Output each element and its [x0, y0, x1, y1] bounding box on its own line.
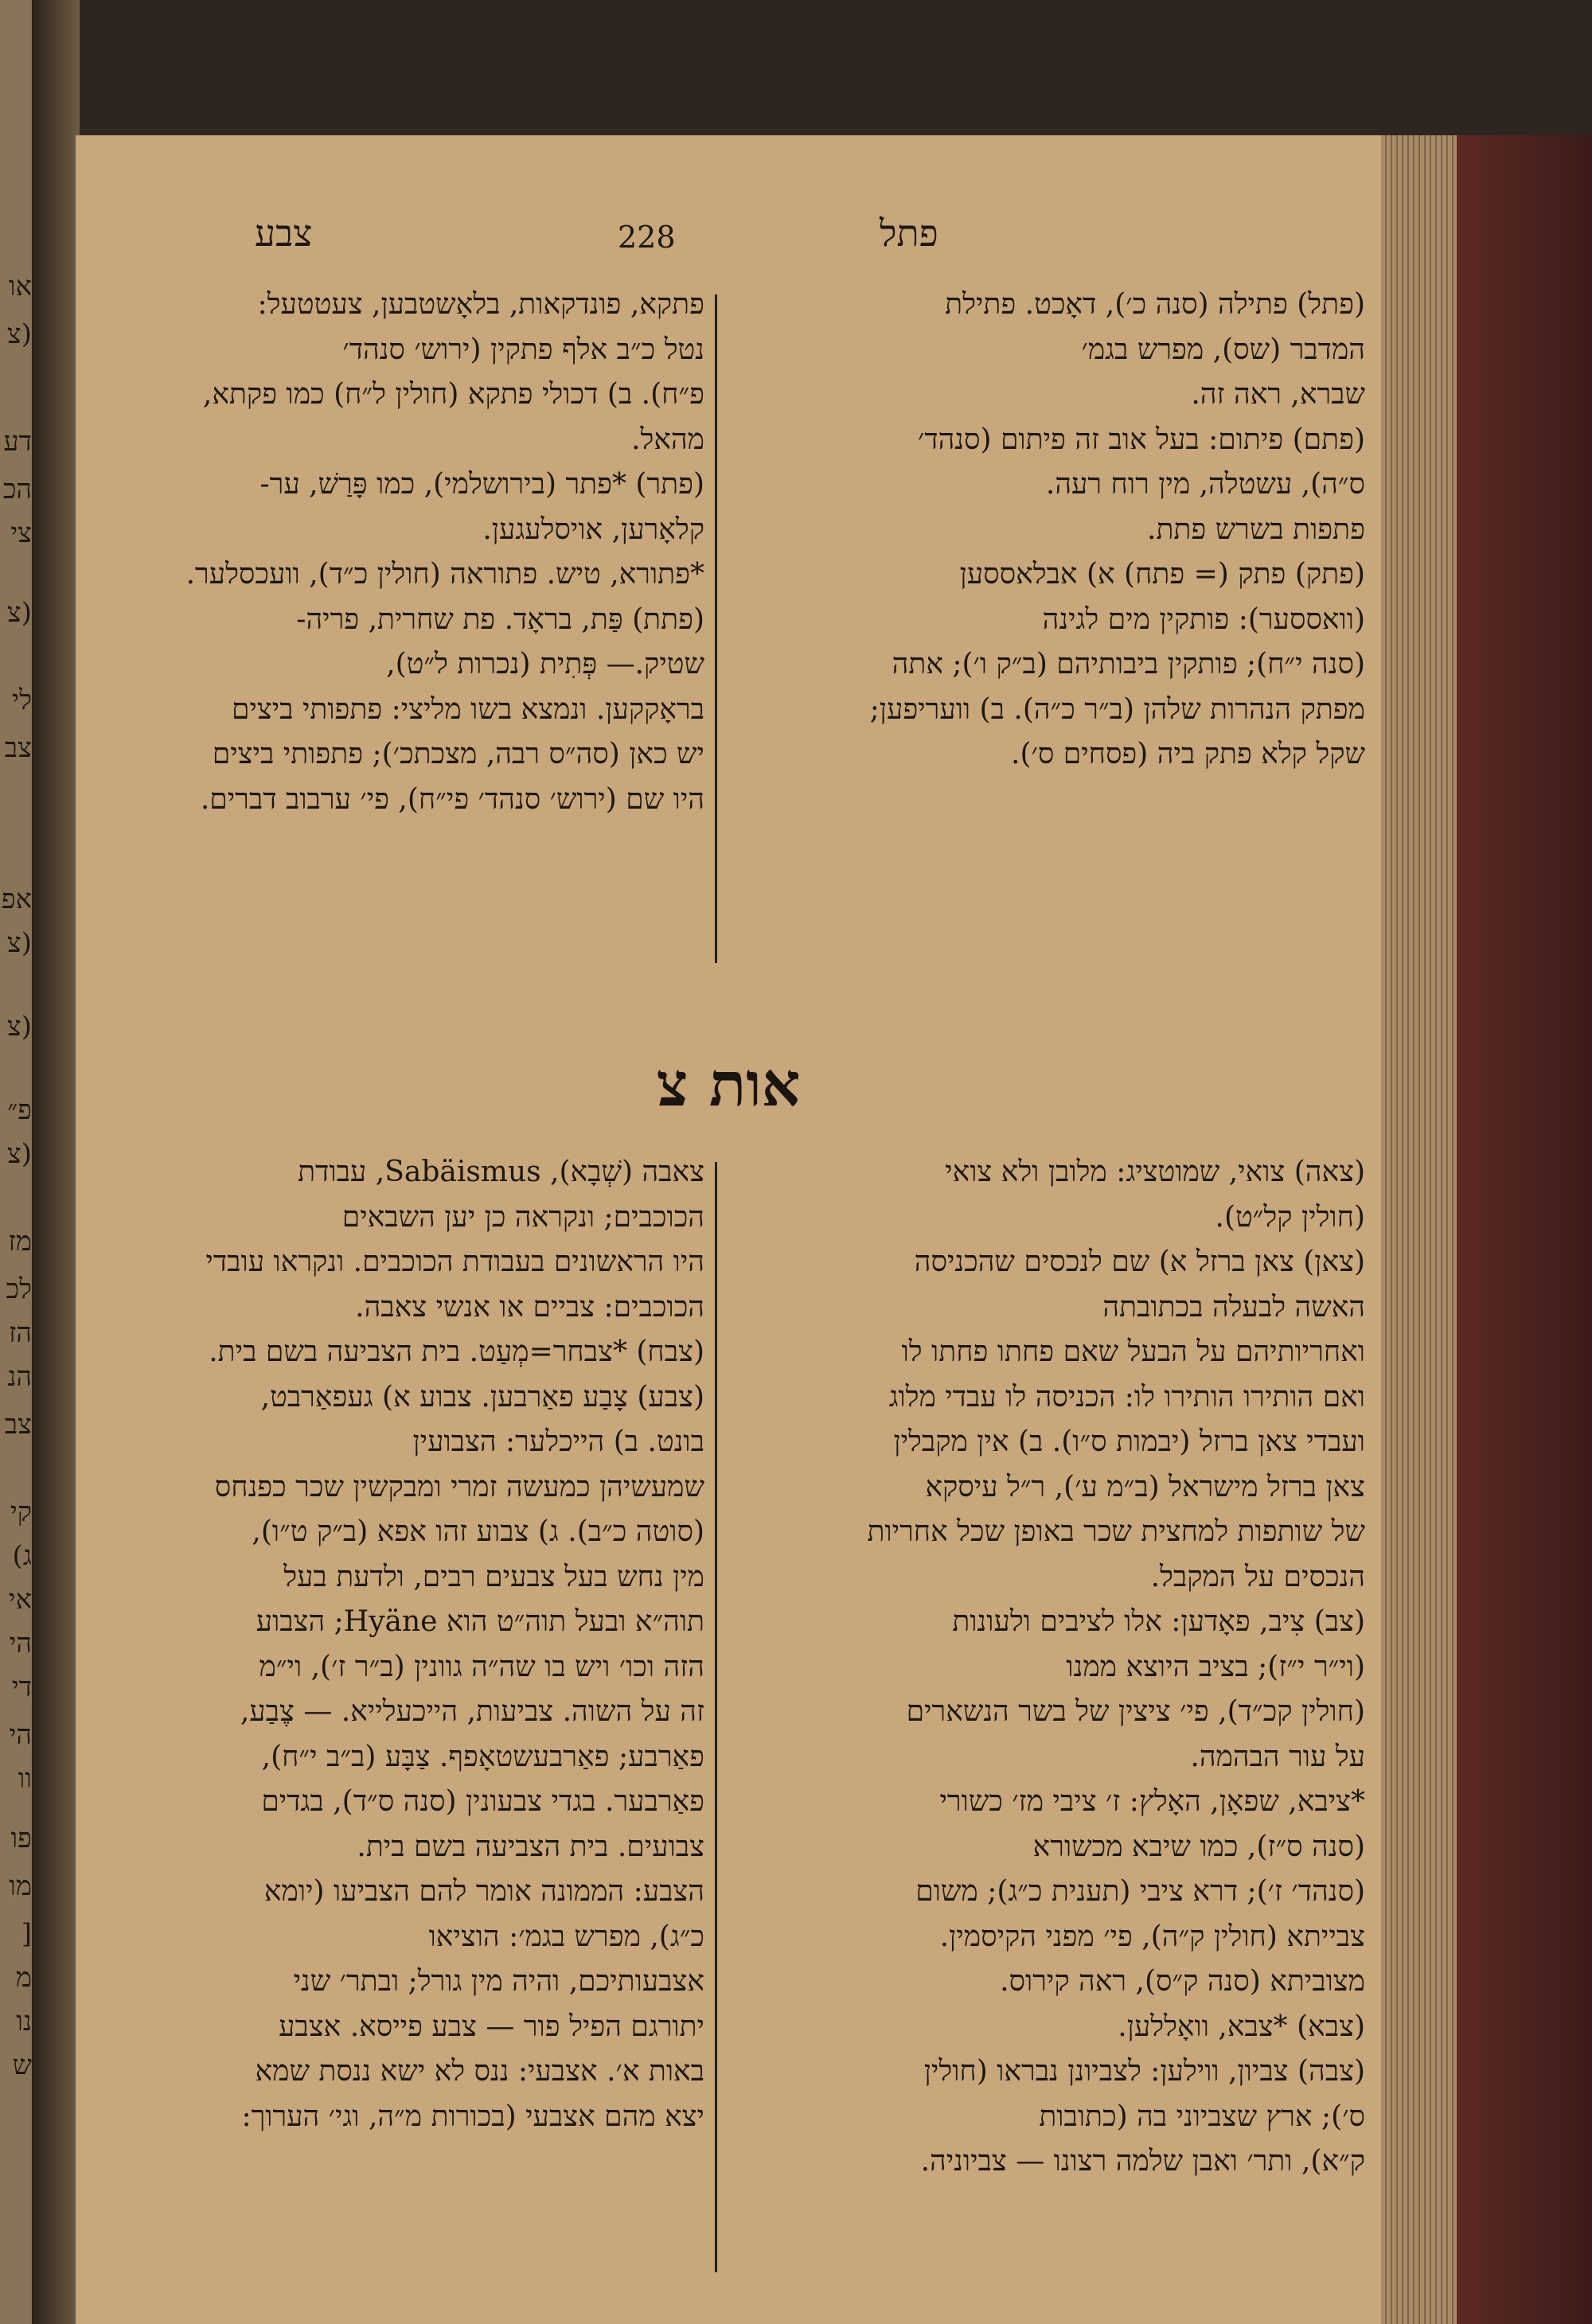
entry-line: (סנה ס״ז), כמו שיבא מכשורא — [1032, 1830, 1365, 1863]
facing-page-fragment: פ״ — [7, 1094, 32, 1126]
running-head-right: פתל — [880, 212, 938, 255]
entry-line: קלאָרען, אויסלעגען. — [482, 513, 704, 546]
facing-page-fragment: אפ — [1, 883, 32, 915]
entry-line: פתפות בשרש פתת. — [1147, 513, 1365, 546]
entry-line: הצבע: הממונה אומר להם הצביעו (יומא — [263, 1875, 704, 1908]
entry-line: ועבדי צאן ברזל (יבמות ס״ו). ב) אין מקבלין — [893, 1425, 1365, 1458]
entry-line: בראָקקען. ונמצא בשו מליצי: פתפותי ביצים — [231, 692, 704, 726]
facing-page-fragment: לי — [12, 684, 32, 716]
entry-line: הכוכבים; ונקראה כן יען השבאים — [341, 1200, 704, 1234]
facing-page-fragment: לכ — [6, 1273, 32, 1305]
top-right-column — [728, 283, 1365, 778]
entry-line: (וואססער): פותקין מים לגינה — [1042, 602, 1365, 636]
facing-page-fragment: צי — [10, 517, 32, 549]
entry-line: היו שם (ירוש׳ סנהד׳ פי״ח), פי׳ ערבוב דברים. — [200, 782, 704, 816]
entry-line: נטל כ״ב אלף פתקין (ירוש׳ סנהד׳ — [342, 333, 704, 366]
entry-line: פאַרבער. בגדי צבעונין (סנה ס״ד), בגדים — [261, 1785, 704, 1818]
facing-page-fragment: די — [11, 1671, 32, 1703]
facing-page-fragment: [ — [21, 1918, 32, 1950]
binding-shadow — [32, 0, 80, 2324]
entry-line: היו הראשונים בעבודת הכוכבים. ונקראו עובדי — [205, 1246, 704, 1278]
bottom-right-column — [728, 1150, 1365, 2185]
entry-line: באות א׳. אצבעי: ננס לא ישא ננסת שמא — [255, 2055, 704, 2088]
running-head-left: צבע — [255, 212, 313, 255]
entry-line: (פתק) פתק (= פתח) א) אבלאססען — [959, 558, 1365, 591]
entry-line: (צאן) צאן ברזל א) שם לנכסים שהכניסה — [914, 1246, 1365, 1278]
entry-line: ואם הותירו הותירו לו: הכניסה לו עבדי מלוג — [888, 1380, 1365, 1414]
top-left-column — [92, 283, 704, 822]
entry-line: (צאה) צואי, שמוטציג: מלובן ולא צואי — [945, 1156, 1365, 1188]
entry-line: (וי״ר י״ז); בציב היוצא ממנו — [1066, 1650, 1365, 1683]
entry-line: (צב) צִיב, פאָדען: אלו לציבים ולעונות — [952, 1605, 1365, 1638]
entry-line: הנכסים על המקבל. — [1150, 1560, 1365, 1593]
facing-page-fragment: (צ — [6, 318, 32, 350]
facing-page-fragment: או — [8, 271, 32, 302]
scanner-background — [76, 0, 1592, 135]
entry-line: יתורגם הפיל פור — צבע פייסא. אצבע — [279, 2010, 704, 2043]
entry-line: האשה לבעלה בכתובתה — [1102, 1290, 1365, 1324]
entry-line: יש כאן (סה״ס רבה, מצכתכ׳); פתפותי ביצים — [212, 738, 704, 770]
facing-page-fragment: מז — [8, 1226, 32, 1258]
entry-line: צבייתא (חולין ק״ה), פי׳ מפני הקיסמין. — [939, 1920, 1365, 1953]
bottom-left-column — [92, 1150, 704, 2139]
facing-page-fragment: הי — [9, 1719, 32, 1751]
page-number: 228 — [618, 220, 676, 255]
entry-line: ס״ה), עשטלה, מין רוח רעה. — [1045, 468, 1365, 501]
facing-page-fragment: קי — [10, 1496, 32, 1528]
entry-line: פאַרבע; פאַרבעשטאָפף. צַבָּע (ב״ב י״ח), — [261, 1740, 704, 1773]
entry-line: *פתורא, טיש. פתוראה (חולין כ״ד), וועכסלער. — [185, 558, 704, 591]
facing-page-fragment: הכ — [2, 474, 32, 505]
facing-page-fragment: וו — [18, 1763, 32, 1795]
entry-line: ק״א), ותר׳ ואבן שלמה רצונו — צביוניה. — [920, 2145, 1365, 2178]
facing-page-fragment: ש — [12, 2049, 32, 2081]
entry-line: מפתק הנהרות שלהן (ב״ר כ״ה). ב) וועריפען; — [869, 692, 1365, 726]
entry-line: (פתם) פיתום: בעל אוב זה פיתום (סנהד׳ — [917, 423, 1365, 456]
entry-line: (צבע) צָבַע פאַרבען. צבוע א) געפאַרבט, — [260, 1380, 704, 1414]
facing-page-fragment: (צ — [6, 1138, 32, 1170]
entry-line: הכוכבים: צביים או אנשי צאבה. — [355, 1290, 704, 1324]
facing-page-fragment: הנ — [7, 1361, 32, 1393]
facing-page-fragment: (צ — [6, 1011, 32, 1043]
entry-line: שברא, ראה זה. — [1191, 378, 1365, 411]
entry-line: (צבח) *צבחר=מְעַט. בית הצביעה בשם בית. — [209, 1336, 704, 1368]
entry-line: המדבר (שס), מפרש בגמ׳ — [1081, 333, 1365, 366]
entry-line: *ציבא, שפאָן, האָלץ: ז׳ ציבי מז׳ כשורי — [939, 1785, 1365, 1818]
entry-line: שטיק.— פְּתִית (נכרות ל״ט), — [386, 648, 704, 680]
entry-line: צאן ברזל מישראל (ב״מ ע׳), ר״ל עיסקא — [925, 1470, 1365, 1503]
facing-page-fragment: הי — [9, 1628, 32, 1659]
entry-line: (פתת) פַּת, בראָד. פת שחרית, פריה- — [296, 602, 704, 636]
entry-line: מהאל. — [631, 423, 704, 456]
page-block-edges — [1381, 135, 1457, 2324]
entry-line: אצבעותיכם, והיה מין גורל; ובתר׳ שני — [293, 1965, 704, 1998]
entry-line: זה על השוה. צביעות, הייכעלייא. — צֶבַע, — [240, 1695, 704, 1728]
facing-page-fragment: צב — [4, 1409, 32, 1441]
facing-page-fragment: מו — [9, 1870, 32, 1902]
column-divider — [715, 1162, 717, 2272]
facing-page-fragment: הז — [8, 1317, 32, 1349]
entry-line: (צבה) צביון, ווילען: לצביונן נבראו (חולין — [923, 2055, 1365, 2088]
entry-line: ואחריותיהם על הבעל שאם פחתו פחתו לו — [901, 1336, 1365, 1368]
facing-page-fragment: מ — [15, 1962, 32, 1994]
facing-page-fragment: (צ — [6, 597, 32, 629]
entry-line: שמעשיהן כמעשה זמרי ומבקשין שכר כפנחס — [214, 1470, 704, 1503]
facing-page-fragment: צב — [4, 732, 32, 764]
entry-line: פתקא, פונדקאות, בלאָשטבען, צעטטעל: — [257, 288, 704, 321]
entry-line: (פתל) פתילה (סנה כ׳), דאָכט. פתילת — [945, 288, 1365, 321]
entry-line: (סוטה כ״ב). ג) צבוע זהו אפא (ב״ק ט״ו), — [252, 1515, 704, 1548]
entry-line: על עור הבהמה. — [1190, 1740, 1365, 1773]
book-cover — [1457, 135, 1592, 2324]
facing-page-fragment: נו — [16, 2006, 32, 2037]
entry-line: מצוביתא (סנה ק״ס), ראה קירוס. — [1000, 1965, 1365, 1998]
facing-page-fragment: (צ — [6, 927, 32, 959]
facing-page-fragment: דע — [3, 426, 32, 458]
section-heading: אות צ — [656, 1049, 801, 1120]
entry-line: (סנהד׳ ז׳); דרא ציבי (תענית כ״ג); משום — [915, 1875, 1365, 1908]
facing-page-fragment: ג) — [12, 1540, 32, 1572]
entry-line: יצא מהם אצבעי (בכורות מ״ה, וגי׳ הערוך: — [241, 2100, 704, 2133]
entry-line: תוה״א ובעל תוה״ט הוא Hyäne; הצבוע — [256, 1605, 704, 1638]
facing-page-fragment: אי — [8, 1584, 32, 1616]
entry-line: ס׳); ארץ שצביוני בה (כתובות — [1039, 2100, 1365, 2133]
entry-line: כ״ג), מפרש בגמ׳: הוציאו — [428, 1920, 704, 1953]
entry-line: צאבה (שְׁבָא), Sabäismus, עבודת — [298, 1156, 704, 1188]
entry-line: בונט. ב) הייכלער: הצבועין — [412, 1425, 704, 1458]
entry-line: שקל קלא פתק ביה (פסחים ס׳). — [1011, 738, 1365, 770]
column-divider — [715, 294, 717, 963]
entry-line: (סנה י״ח); פותקין ביבותיהם (ב״ק ו׳); אתה — [892, 648, 1365, 680]
facing-page-fragment: פו — [10, 1823, 32, 1854]
dictionary-page — [76, 135, 1381, 2324]
entry-line: (חולין קל״ט). — [1215, 1200, 1365, 1234]
entry-line: (פתר) *פתר (בירושלמי), כמו פָּרַשׁ, ער- — [259, 468, 704, 501]
entry-line: (צבא) *צבא, וואָללען. — [1118, 2010, 1365, 2043]
entry-line: (חולין קכ״ד), פי׳ ציצין של בשר הנשארים — [906, 1695, 1365, 1728]
entry-line: מין נחש בעל צבעים רבים, ולדעת בעל — [283, 1560, 704, 1593]
entry-line: הזה וכו׳ ויש בו שה״ה גוונין (ב״ר ז׳), וי״מ — [259, 1650, 704, 1683]
entry-line: צבועים. בית הצביעה בשם בית. — [357, 1830, 704, 1863]
entry-line: של שותפות למחצית שכר באופן שכל אחריות — [867, 1515, 1365, 1548]
entry-line: פ״ח). ב) דכולי פתקא (חולין ל״ח) כמו פקתא, — [202, 378, 704, 411]
